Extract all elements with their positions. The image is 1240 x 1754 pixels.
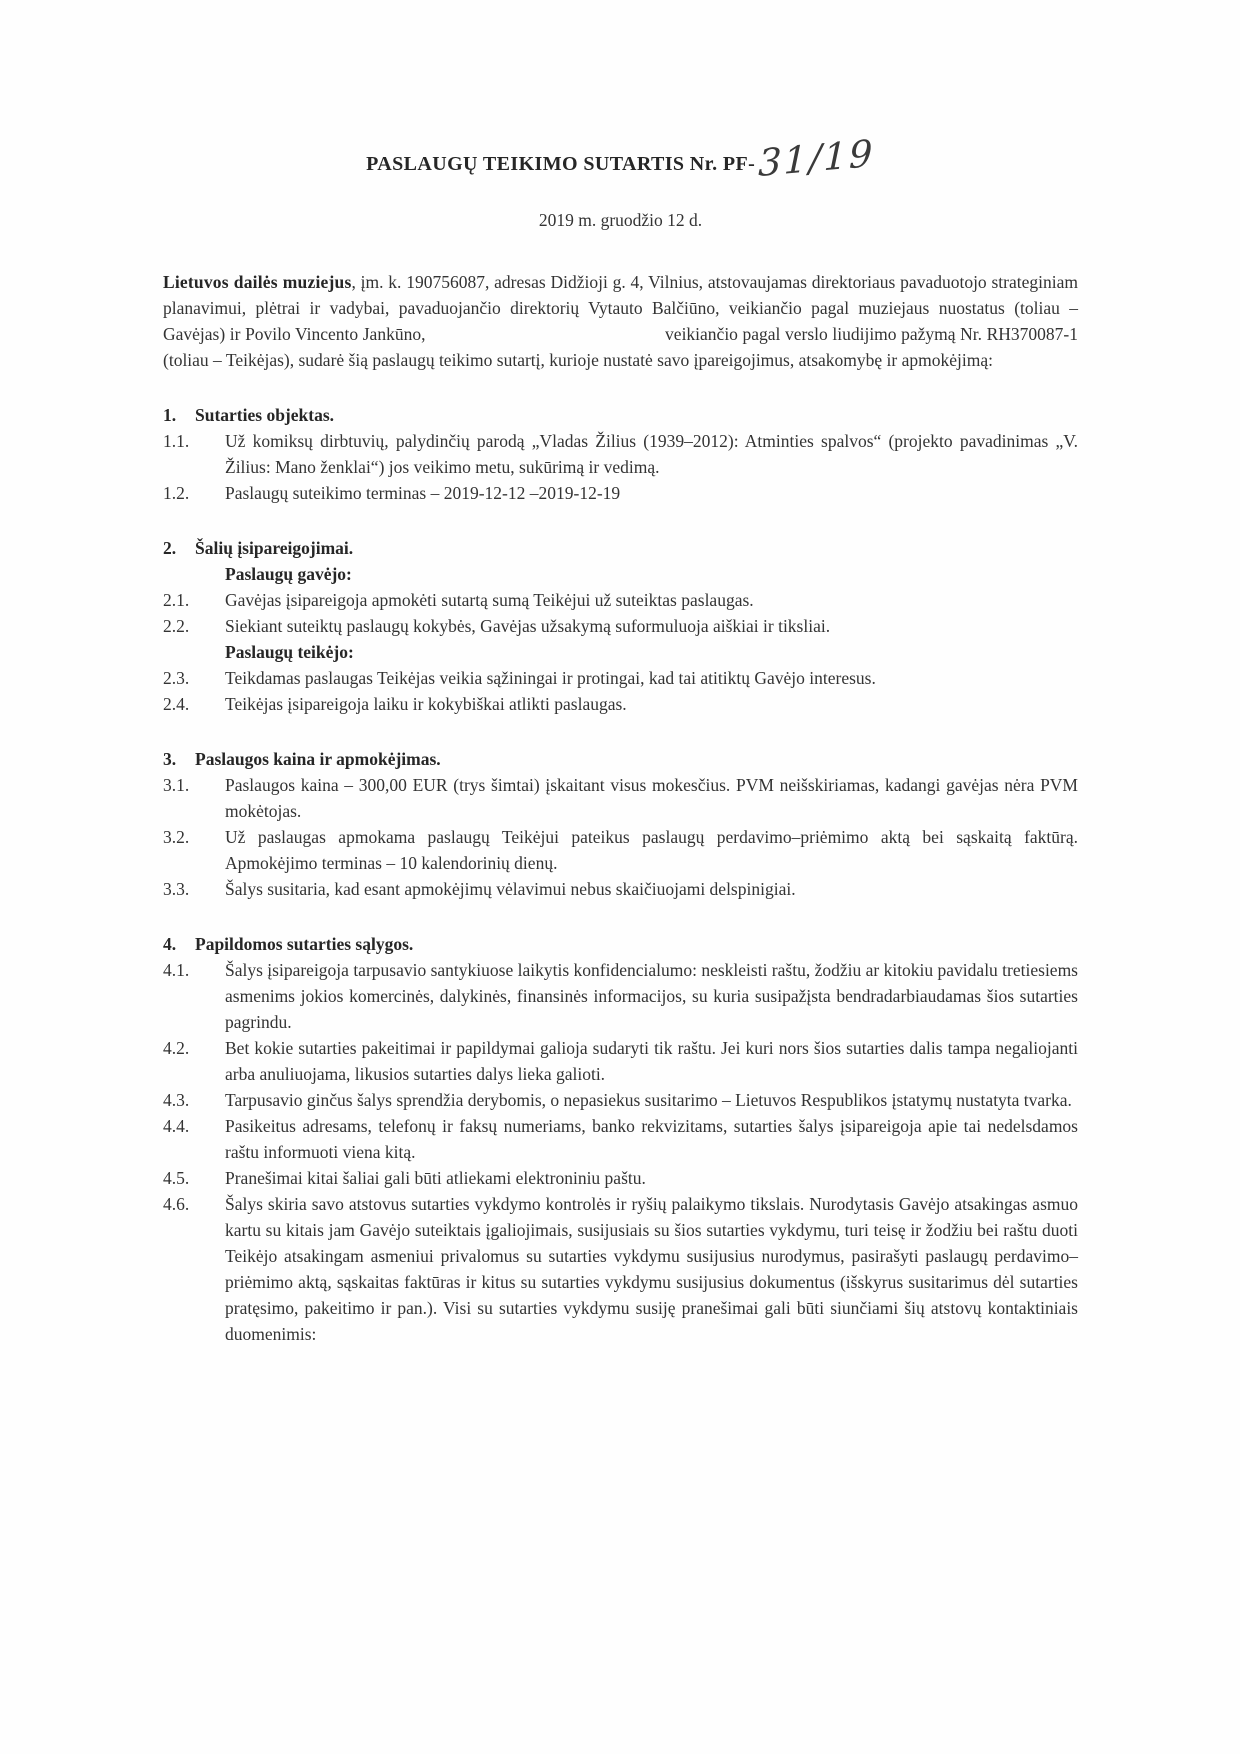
section-saliu-isipareigojimai: [163, 535, 1078, 717]
intro-text-part1: , įm. k. 190756087, adresas Didžioji g. 4, Vilnius, atstovaujamas direktoriaus pavaduotojo strateginiam planavimui, plėtrai ir vadybai, pavaduojančio direktorių Vytauto Balčiūno, veikiančio pagal muziejaus nuostatus (toliau – Gavėjas) ir Povilo Vincento Jankūno,: [163, 272, 1078, 344]
contract-clause: [163, 428, 1078, 480]
clause-number: 2.4.: [163, 694, 190, 714]
clause-number: 3.2.: [163, 827, 190, 847]
clause-number: 1.1.: [163, 431, 190, 451]
contract-clause: [163, 1165, 1078, 1191]
clause-text: Šalys susitaria, kad esant apmokėjimų vėlavimui nebus skaičiuojami delspinigiai.: [225, 879, 796, 899]
contract-clause: [163, 1191, 1078, 1347]
clause-number: 4.3.: [163, 1090, 190, 1110]
section-title: Šalių įsipareigojimai.: [195, 538, 354, 558]
section-paslaugos-kaina: [163, 746, 1078, 902]
contract-clause: [163, 957, 1078, 1035]
redacted-text-gap: [430, 339, 665, 340]
section-heading: [163, 535, 1078, 561]
contract-clause: [163, 772, 1078, 824]
clause-text: Už komiksų dirbtuvių, palydinčių parodą „Vladas Žilius (1939–2012): Atminties spalvos“ (projekto pavadinimas „V. Žilius: Mano ženklai“) jos veikimo metu, sukūrimą ir vedimą.: [225, 431, 1078, 477]
party-role-subheading: Paslaugų teikėjo:: [225, 642, 354, 662]
party-role-subheading: Paslaugų gavėjo:: [225, 564, 352, 584]
clause-text: Bet kokie sutarties pakeitimai ir papildymai galioja sudaryti tik raštu. Jei kuri nors šios sutarties dalis tampa negaliojanti arba anuliuojama, likusios sutarties dalys lieka galioti.: [225, 1038, 1078, 1084]
contract-title: [163, 131, 1078, 186]
clause-number: 3.1.: [163, 775, 190, 795]
contract-clause: [163, 665, 1078, 691]
clause-number: 4.1.: [163, 960, 190, 980]
clause-text: Šalys įsipareigoja tarpusavio santykiuose laikytis konfidencialumo: neskleisti raštu, žodžiu ar kitokiu pavidalu tretiesiems asmenims jokios komercinės, dalykinės, finansinės informacijos, su kuria susipažįsta bendradarbiaudamas šios sutarties pagrindu.: [225, 960, 1078, 1032]
section-number: 2.: [163, 538, 177, 558]
clause-text: Pranešimai kitai šaliai gali būti atliekami elektroniniu paštu.: [225, 1168, 646, 1188]
contract-clause: [163, 876, 1078, 902]
contract-clause: [163, 480, 1078, 506]
contract-date: 2019 m. gruodžio 12 d.: [538, 210, 703, 230]
contract-clause: [163, 824, 1078, 876]
clause-number: 3.3.: [163, 879, 190, 899]
clause-number: 4.6.: [163, 1194, 190, 1214]
clause-number: 2.3.: [163, 668, 190, 688]
section-number: 1.: [163, 405, 177, 425]
section-title: Papildomos sutarties sąlygos.: [195, 934, 414, 954]
clause-text: Paslaugų suteikimo terminas – 2019-12-12 –2019-12-19: [225, 483, 621, 503]
section-heading: [163, 746, 1078, 772]
contract-clause: [163, 587, 1078, 613]
contract-clause: [163, 691, 1078, 717]
intro-text-part2: veikiančio pagal verslo liudijimo pažymą Nr. RH370087-1 (toliau – Teikėjas), sudarė šią paslaugų teikimo sutartį, kurioje nustatė savo įpareigojimus, atsakomybę ir apmokėjimą:: [163, 324, 1079, 370]
clause-text: Gavėjas įsipareigoja apmokėti sutartą sumą Teikėjui už suteiktas paslaugas.: [225, 590, 754, 610]
contract-title-printed: PASLAUGŲ TEIKIMO SUTARTIS Nr. PF-: [366, 153, 756, 175]
clause-number: 4.5.: [163, 1168, 190, 1188]
clause-text: Teikėjas įsipareigoja laiku ir kokybiškai atlikti paslaugas.: [225, 694, 627, 714]
section-number: 3.: [163, 749, 177, 769]
contract-clause: [163, 1035, 1078, 1087]
clause-text: Siekiant suteiktų paslaugų kokybės, Gavėjas užsakymą suformuluoja aiškiai ir tiksliai.: [225, 616, 831, 636]
clause-number: 2.1.: [163, 590, 190, 610]
clause-text: Pasikeitus adresams, telefonų ir faksų numeriams, banko rekvizitams, sutarties šalys įsipareigoja apie tai nedelsdamos raštu informuoti viena kitą.: [225, 1116, 1078, 1162]
section-title: Paslaugos kaina ir apmokėjimas.: [195, 749, 441, 769]
clause-number: 4.2.: [163, 1038, 190, 1058]
contract-clause: [163, 1087, 1078, 1113]
contract-clause: [163, 613, 1078, 639]
section-heading: [163, 931, 1078, 957]
section-title: Sutarties objektas.: [195, 405, 335, 425]
contract-clause: [163, 1113, 1078, 1165]
clause-number: 1.2.: [163, 483, 190, 503]
clause-text: Paslaugos kaina – 300,00 EUR (trys šimtai) įskaitant visus mokesčius. PVM neišskiriamas, kadangi gavėjas nėra PVM mokėtojas.: [225, 775, 1078, 821]
clause-text: Šalys skiria savo atstovus sutarties vykdymo kontrolės ir ryšių palaikymo tikslais. Nurodytasis Gavėjo atsakingas asmuo kartu su kitais jam Gavėjo suteiktais įgaliojimais, susijusiais su šios sutarties vykdymu, turi teisę ir žodžiu bei raštu duoti Teikėjo atsakingam asmeniui privalomus su sutarties vykdymu susijusius nurodymus, pasirašyti paslaugų perdavimo–priėmimo aktą, sąskaitas faktūras ir kitus su sutarties vykdymu susijusius dokumentus (išskyrus susitarimus dėl sutarties pratęsimo, pakeitimo ir pan.). Visi su sutarties vykdymu susiję pranešimai gali būti siunčiami šių atstovų kontaktiniais duomenimis:: [225, 1194, 1078, 1344]
section-heading: [163, 402, 1078, 428]
clause-text: Tarpusavio ginčus šalys sprendžia derybomis, o nepasiekus susitarimo – Lietuvos Respublikos įstatymų nustatyta tvarka.: [225, 1090, 1072, 1110]
intro-paragraph: [163, 269, 1078, 373]
section-number: 4.: [163, 934, 177, 954]
section-papildomos-salygos: [163, 931, 1078, 1347]
clause-text: Už paslaugas apmokama paslaugų Teikėjui pateikus paslaugų perdavimo–priėmimo aktą bei sąskaitą faktūrą. Apmokėjimo terminas – 10 kalendorinių dienų.: [225, 827, 1078, 873]
party-name-bold: Lietuvos dailės muziejus: [163, 272, 352, 292]
section-sutarties-objektas: [163, 402, 1078, 506]
clause-text: Teikdamas paslaugas Teikėjas veikia sąžiningai ir protingai, kad tai atitiktų Gavėjo interesus.: [225, 668, 876, 688]
clause-number: 4.4.: [163, 1116, 190, 1136]
handwritten-contract-number: 31/19: [757, 131, 875, 186]
clause-number: 2.2.: [163, 616, 190, 636]
